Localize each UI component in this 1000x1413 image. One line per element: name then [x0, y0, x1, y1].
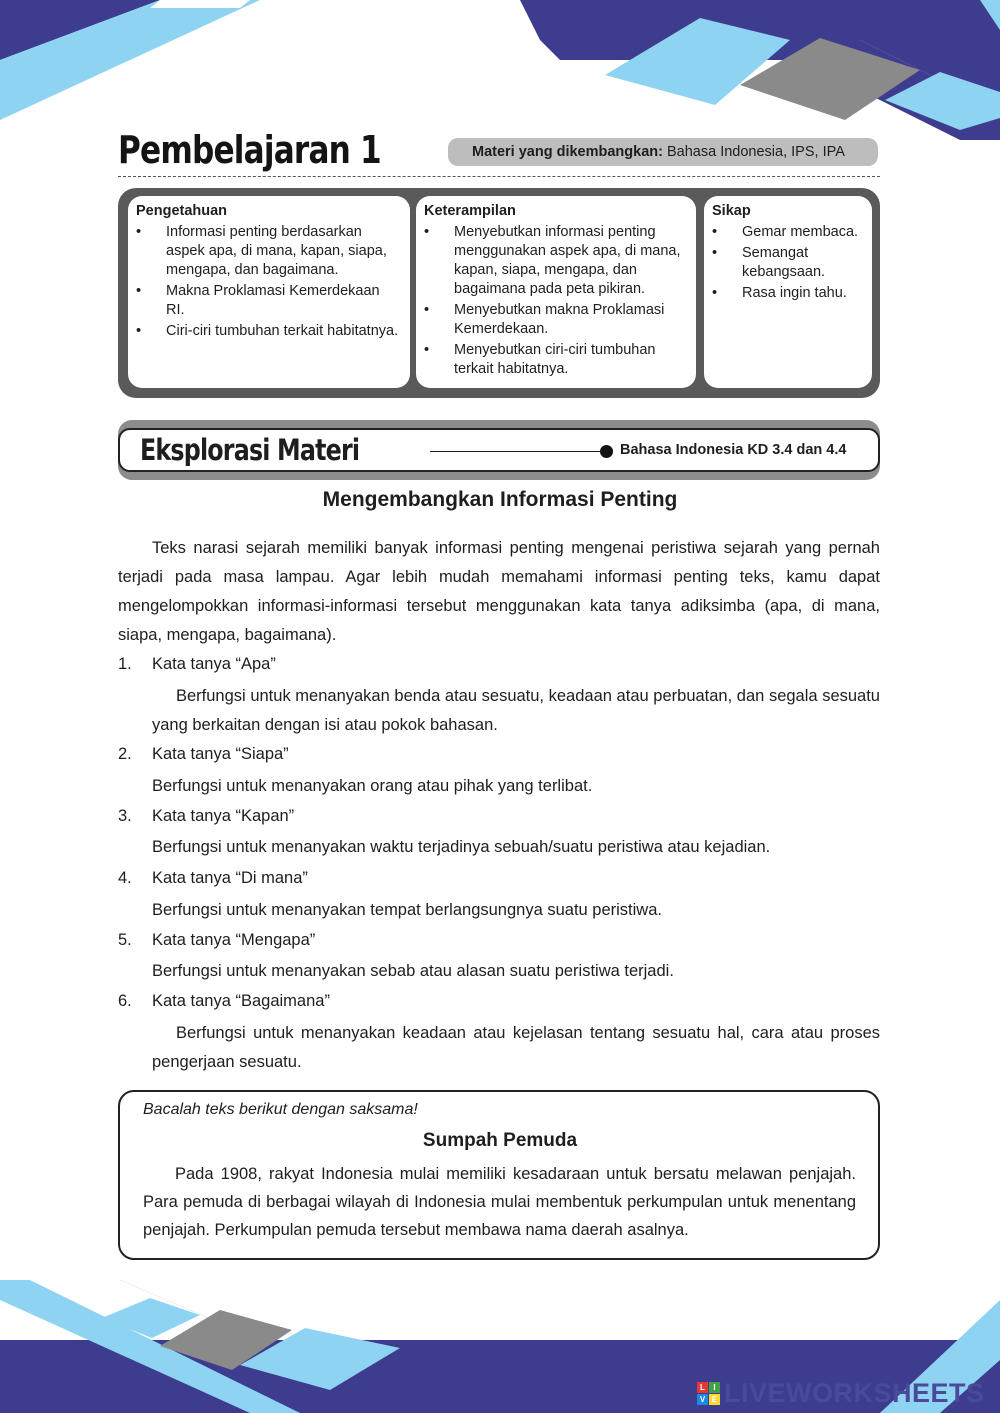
materi-label: Materi yang dikembangkan:: [472, 144, 663, 160]
item-title: Kata tanya “Siapa”: [152, 745, 289, 763]
logo-grid-icon: [697, 1382, 720, 1405]
list-item: • Rasa ingin tahu.: [712, 284, 864, 303]
list-item: • Menyebutkan informasi penting menggunakan aspek apa, di mana, kapan, siapa, mengapa, dan bagaimana pada peta pikiran.: [424, 223, 688, 299]
objective-pengetahuan: [128, 196, 410, 388]
liveworksheets-logo: [697, 1378, 985, 1408]
liveworksheets-text: LIVEWORKSHEETS: [724, 1377, 985, 1408]
item-number: 2.: [118, 745, 132, 763]
item-desc-text: Berfungsi untuk menanyakan benda atau sesuatu, keadaan atau perbuatan, dan segala sesuatu yang berkaitan dengan isi atau pokok bahasan.: [152, 687, 880, 734]
explore-connector-line: [430, 451, 604, 452]
item-desc: Berfungsi untuk menanyakan tempat berlangsungnya suatu peristiwa.: [152, 901, 662, 919]
intro-paragraph: [118, 534, 880, 650]
item-number: 3.: [118, 807, 132, 825]
bullet-dot-icon: [600, 445, 613, 458]
objective-pengetahuan-title: Pengetahuan: [136, 203, 228, 219]
explore-title: Eksplorasi Materi: [140, 433, 360, 467]
item-title: Kata tanya “Mengapa”: [152, 931, 316, 949]
item-desc: Berfungsi untuk menanyakan waktu terjadinya sebuah/suatu peristiwa atau kejadian.: [152, 838, 771, 856]
item-desc: Berfungsi untuk menanyakan sebab atau alasan suatu peristiwa terjadi.: [152, 962, 674, 980]
logo-grid-cell: V: [697, 1394, 708, 1405]
list-item: • Menyebutkan ciri-ciri tumbuhan terkait habitatnya.: [424, 341, 688, 379]
item-title: Kata tanya “Di mana”: [152, 869, 308, 887]
intro-text: Teks narasi sejarah memiliki banyak informasi penting mengenai peristiwa sejarah yang pernah terjadi pada masa lampau. Agar lebih mudah memahami informasi penting teks, kamu dapat mengelompokkan informasi-informasi tersebut menggunakan kata tanya adiksimba (apa, di mana, siapa, mengapa, bagaimana).: [118, 539, 880, 644]
list-item: • Makna Proklamasi Kemerdekaan RI.: [136, 282, 402, 320]
item-title: Kata tanya “Bagaimana”: [152, 992, 330, 1010]
item-number: 1.: [118, 655, 132, 673]
objective-keterampilan-title: Keterampilan: [424, 203, 516, 219]
reading-title: Sumpah Pemuda: [422, 1130, 578, 1151]
item-number: 4.: [118, 869, 132, 887]
page-title: Pembelajaran 1: [118, 128, 381, 172]
section-heading: Mengembangkan Informasi Penting: [322, 488, 678, 511]
item-desc: Berfungsi untuk menanyakan orang atau pihak yang terlibat.: [152, 777, 593, 795]
reading-text: [143, 1160, 856, 1244]
item-title: Kata tanya “Apa”: [152, 655, 276, 673]
item-number: 5.: [118, 931, 132, 949]
reading-instruction: Bacalah teks berikut dengan saksama!: [143, 1101, 418, 1118]
materi-pill: [448, 138, 878, 166]
list-item: • Gemar membaca.: [712, 223, 864, 242]
item-desc-text: Berfungsi untuk menanyakan keadaan atau kejelasan tentang sesuatu hal, cara atau proses pengerjaan sesuatu.: [152, 1024, 880, 1071]
list-item: • Semangat kebangsaan.: [712, 244, 864, 282]
list-item: • Informasi penting berdasarkan aspek apa, di mana, kapan, siapa, mengapa, dan bagaimana.: [136, 223, 402, 280]
dashed-divider: [118, 176, 880, 177]
list-item: • Ciri-ciri tumbuhan terkait habitatnya.: [136, 322, 402, 341]
item-number: 6.: [118, 992, 132, 1010]
objective-keterampilan: [416, 196, 696, 388]
logo-grid-cell: I: [709, 1382, 720, 1393]
objective-sikap: [704, 196, 872, 388]
reading-text-body: Pada 1908, rakyat Indonesia mulai memiliki kesadaraan untuk bersatu melawan penjajah. Para pemuda di berbagai wilayah di Indonesia mulai membentuk perkumpulan untuk menentang penjajah. Perkumpulan pemuda tersebut membawa nama daerah asalnya.: [143, 1165, 856, 1239]
objective-sikap-title: Sikap: [712, 203, 751, 219]
item-title: Kata tanya “Kapan”: [152, 807, 295, 825]
logo-grid-cell: L: [697, 1382, 708, 1393]
list-item: • Menyebutkan makna Proklamasi Kemerdekaan.: [424, 301, 688, 339]
logo-grid-cell: E: [709, 1394, 720, 1405]
materi-value: Bahasa Indonesia, IPS, IPA: [667, 144, 845, 160]
item-desc: [152, 682, 880, 740]
item-desc: [152, 1019, 880, 1077]
top-decoration: [0, 0, 1000, 140]
explore-kd: Bahasa Indonesia KD 3.4 dan 4.4: [620, 442, 847, 458]
